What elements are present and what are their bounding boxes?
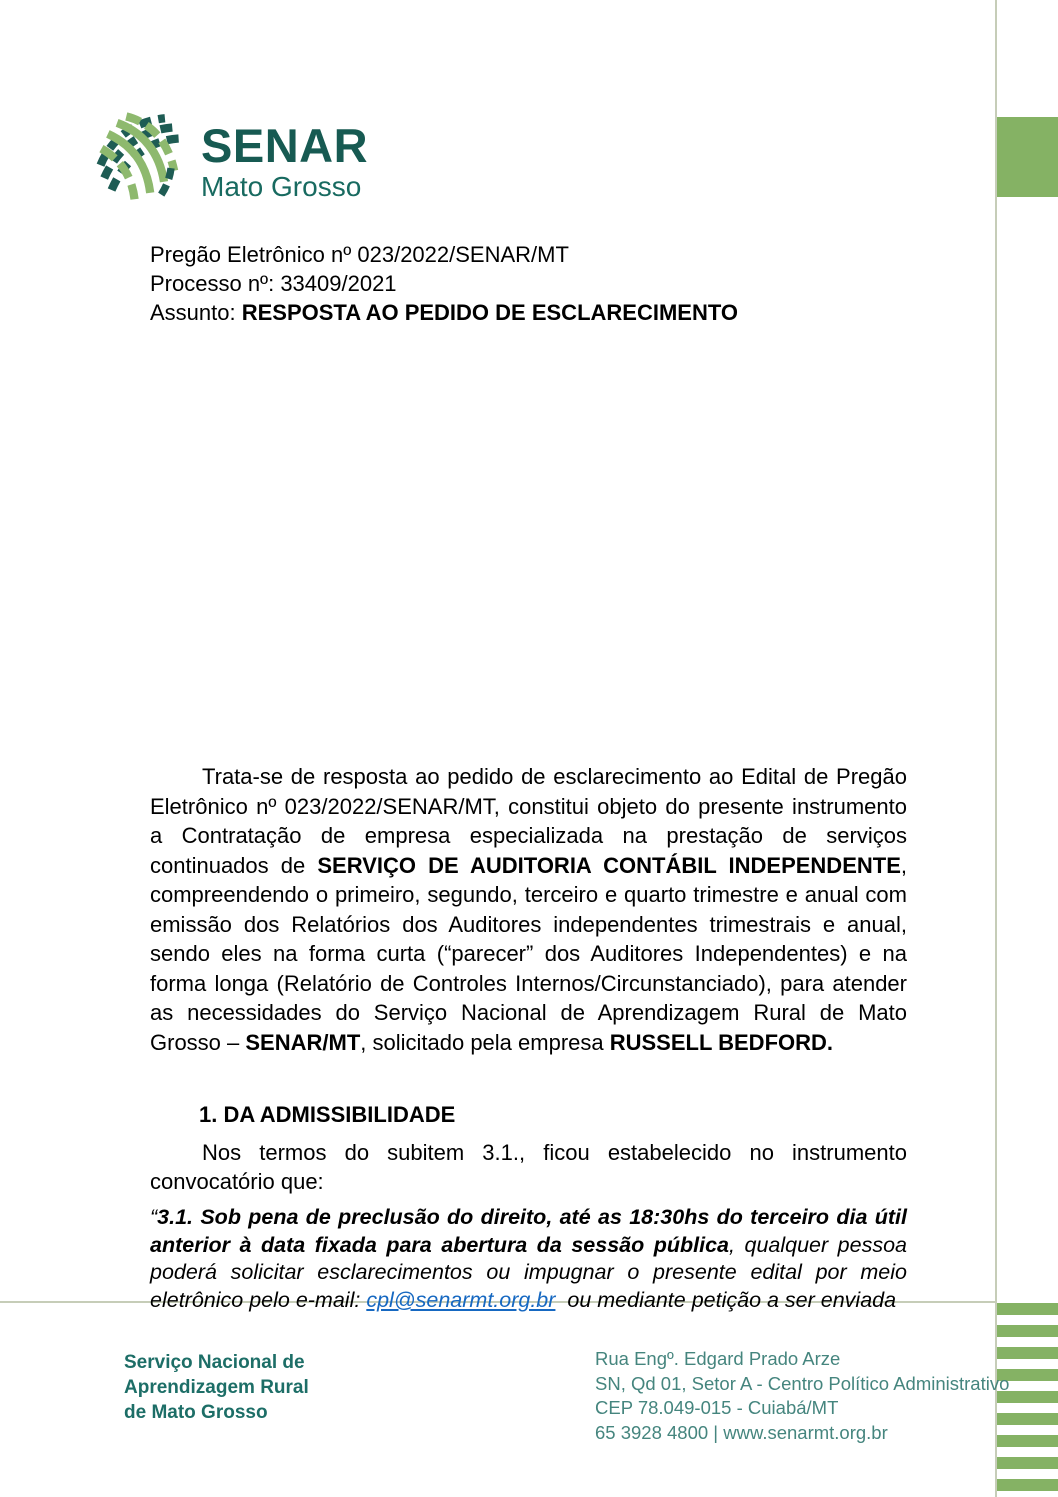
assunto-line xyxy=(150,298,920,327)
logo-title: SENAR xyxy=(201,119,369,172)
senar-wheat-mark-icon xyxy=(93,110,189,202)
logo xyxy=(93,110,368,202)
paragraph-text: , solicitado pela empresa xyxy=(360,1029,610,1055)
paragraph-text: Trata-se de resposta ao pedido de esclarecimento ao Edital de Pregão Eletrônico nº 023/2022/SENAR/MT, constitui objeto do presente instrumento a Contratação de empresa especializada na prestação de serviços continuados de xyxy=(150,764,907,878)
logo-wordmark xyxy=(201,110,368,201)
company-name-bold: RUSSELL BEDFORD. xyxy=(609,1029,834,1055)
footer-address-line: 65 3928 4800 | www.senarmt.org.br xyxy=(595,1421,888,1443)
quote-text: , qualquer pessoa poderá solicitar esclarecimentos ou impugnar o presente edital por meio eletrônico pelo e-mail: xyxy=(150,1232,908,1312)
page-edge-line xyxy=(995,0,997,1497)
section-intro: Nos termos do subitem 3.1., ficou estabelecido no instrumento convocatório que: xyxy=(150,1140,907,1194)
senar-mt-bold: SENAR/MT xyxy=(245,1029,361,1055)
footer-org xyxy=(124,1350,309,1425)
footer-org-line: Serviço Nacional de xyxy=(124,1352,305,1373)
logo-region: Mato Grosso xyxy=(201,171,362,202)
assunto-label: Assunto: xyxy=(150,300,242,325)
footer-address-line: CEP 78.049-015 - Cuiabá/MT xyxy=(595,1397,839,1418)
open-quote-mark: “ xyxy=(150,1205,158,1229)
footer-address xyxy=(595,1347,1009,1445)
processo-line: Processo nº: 33409/2021 xyxy=(150,271,397,296)
footer-org-line: Aprendizagem Rural xyxy=(124,1377,309,1398)
service-name-bold: SERVIÇO DE AUDITORIA CONTÁBIL INDEPENDENTE xyxy=(317,852,901,878)
quote-paragraph xyxy=(150,1204,907,1314)
quote-text: ou mediante petição a ser enviada xyxy=(555,1287,897,1312)
email-link[interactable]: cpl@senarmt.org.br xyxy=(366,1287,556,1312)
footer-address-line: SN, Qd 01, Setor A - Centro Político Administrativo xyxy=(595,1372,1010,1394)
pregao-line: Pregão Eletrônico nº 023/2022/SENAR/MT xyxy=(150,242,569,267)
quote-bold-text: 3.1. Sob pena de preclusão do direito, até as 18:30hs do terceiro dia útil anterior à data fixada para abertura da sessão pública xyxy=(150,1205,907,1257)
doc-header xyxy=(150,240,920,327)
paragraph-text: , compreendendo o primeiro, segundo, terceiro e quarto trimestre e anual com emissão dos Relatórios dos Auditores independentes trimestrais e anual, sendo eles na forma curta (“parecer” dos Auditores Independentes) e na forma longa (Relatório de Controles Internos/Circunstanciado), para atender as necessidades do Serviço Nacional de Aprendizagem Rural de Mato Grosso – xyxy=(150,852,907,1055)
assunto-value: RESPOSTA AO PEDIDO DE ESCLARECIMENTO xyxy=(241,300,738,325)
accent-bar-top xyxy=(997,117,1058,197)
section-heading: 1. DA ADMISSIBILIDADE xyxy=(199,1102,456,1127)
footer-org-line: de Mato Grosso xyxy=(124,1402,268,1423)
body-paragraph xyxy=(150,762,907,1057)
footer-address-line: Rua Engº. Edgard Prado Arze xyxy=(595,1348,841,1369)
